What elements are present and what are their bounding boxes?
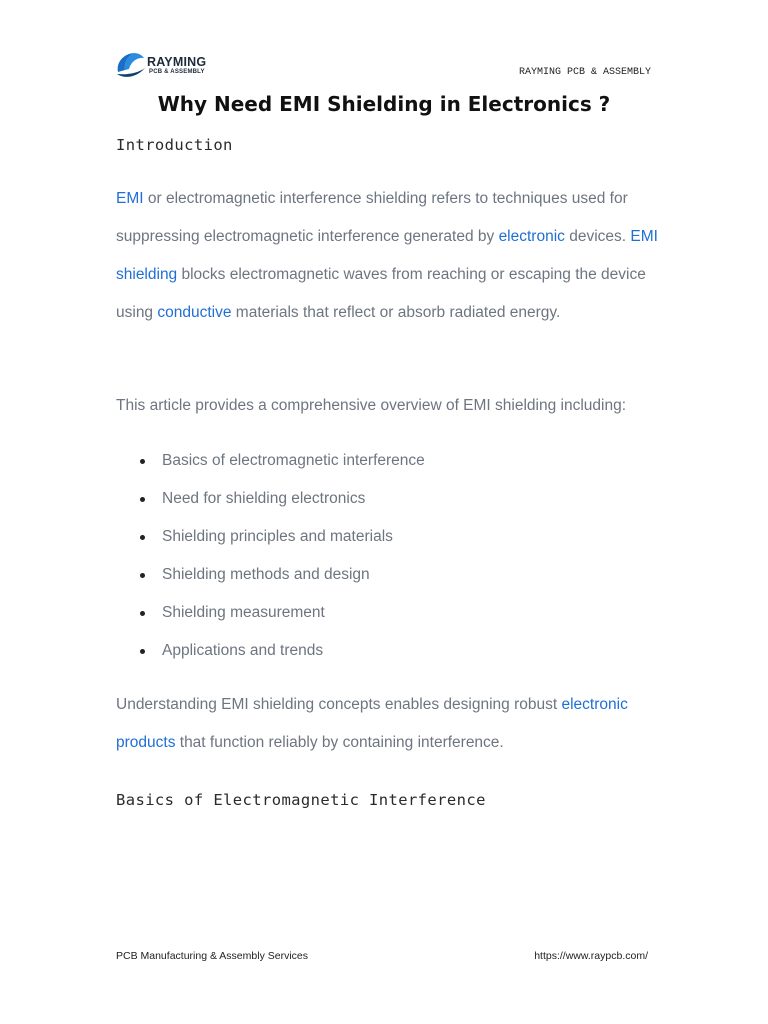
logo-text: RAYMING [147,55,207,69]
link-electronic-products[interactable]: electronic products [116,696,628,751]
bullet-icon [140,573,145,578]
list-item-text: Applications and trends [162,642,324,659]
section-heading-basics: Basics of Electromagnetic Interference [116,791,486,809]
intro-text-1: or electromagnetic interference shielding refers to techniques used for suppressing electromagnetic interference generated by [116,190,628,245]
page-title: Why Need EMI Shielding in Electronics ? [157,92,611,116]
bullet-icon [140,535,145,540]
rayming-logo-icon [114,50,148,80]
list-item [162,632,425,670]
intro-text-3: blocks electromagnetic waves from reaching or escaping the device using [116,266,646,321]
overview-paragraph: This article provides a comprehensive overview of EMI shielding including: [116,397,627,414]
footer-url[interactable]: https://www.raypcb.com/ [534,950,648,962]
understanding-paragraph [116,686,661,762]
bullet-icon [140,497,145,502]
bullet-icon [140,611,145,616]
bullet-icon [140,649,145,654]
list-item-text: Shielding measurement [162,604,325,621]
logo-subtext: PCB & ASSEMBLY [149,69,205,75]
list-item-text: Shielding methods and design [162,566,370,583]
understanding-text-2: that function reliably by containing interference. [175,734,504,751]
list-item [162,556,425,594]
list-item [162,594,425,632]
rayming-logo[interactable] [114,50,214,82]
bullet-icon [140,459,145,464]
link-electronic[interactable]: electronic [498,228,565,245]
link-emi[interactable]: EMI [116,190,144,207]
list-item-text: Need for shielding electronics [162,490,366,507]
intro-text-4: materials that reflect or absorb radiated energy. [231,304,561,321]
link-emi-shielding[interactable]: EMI shielding [116,228,658,283]
link-conductive[interactable]: conductive [157,304,232,321]
list-item-text: Basics of electromagnetic interference [162,452,425,469]
list-item-text: Shielding principles and materials [162,528,393,545]
topics-list [162,442,425,670]
section-heading-introduction: Introduction [116,136,233,154]
list-item [162,518,425,556]
list-item [162,480,425,518]
understanding-text-1: Understanding EMI shielding concepts enables designing robust [116,696,562,713]
intro-paragraph [116,180,661,332]
footer-services: PCB Manufacturing & Assembly Services [116,950,308,962]
list-item [162,442,425,480]
header-company-name: RAYMING PCB & ASSEMBLY [518,67,651,78]
intro-text-2: devices. [564,228,631,245]
